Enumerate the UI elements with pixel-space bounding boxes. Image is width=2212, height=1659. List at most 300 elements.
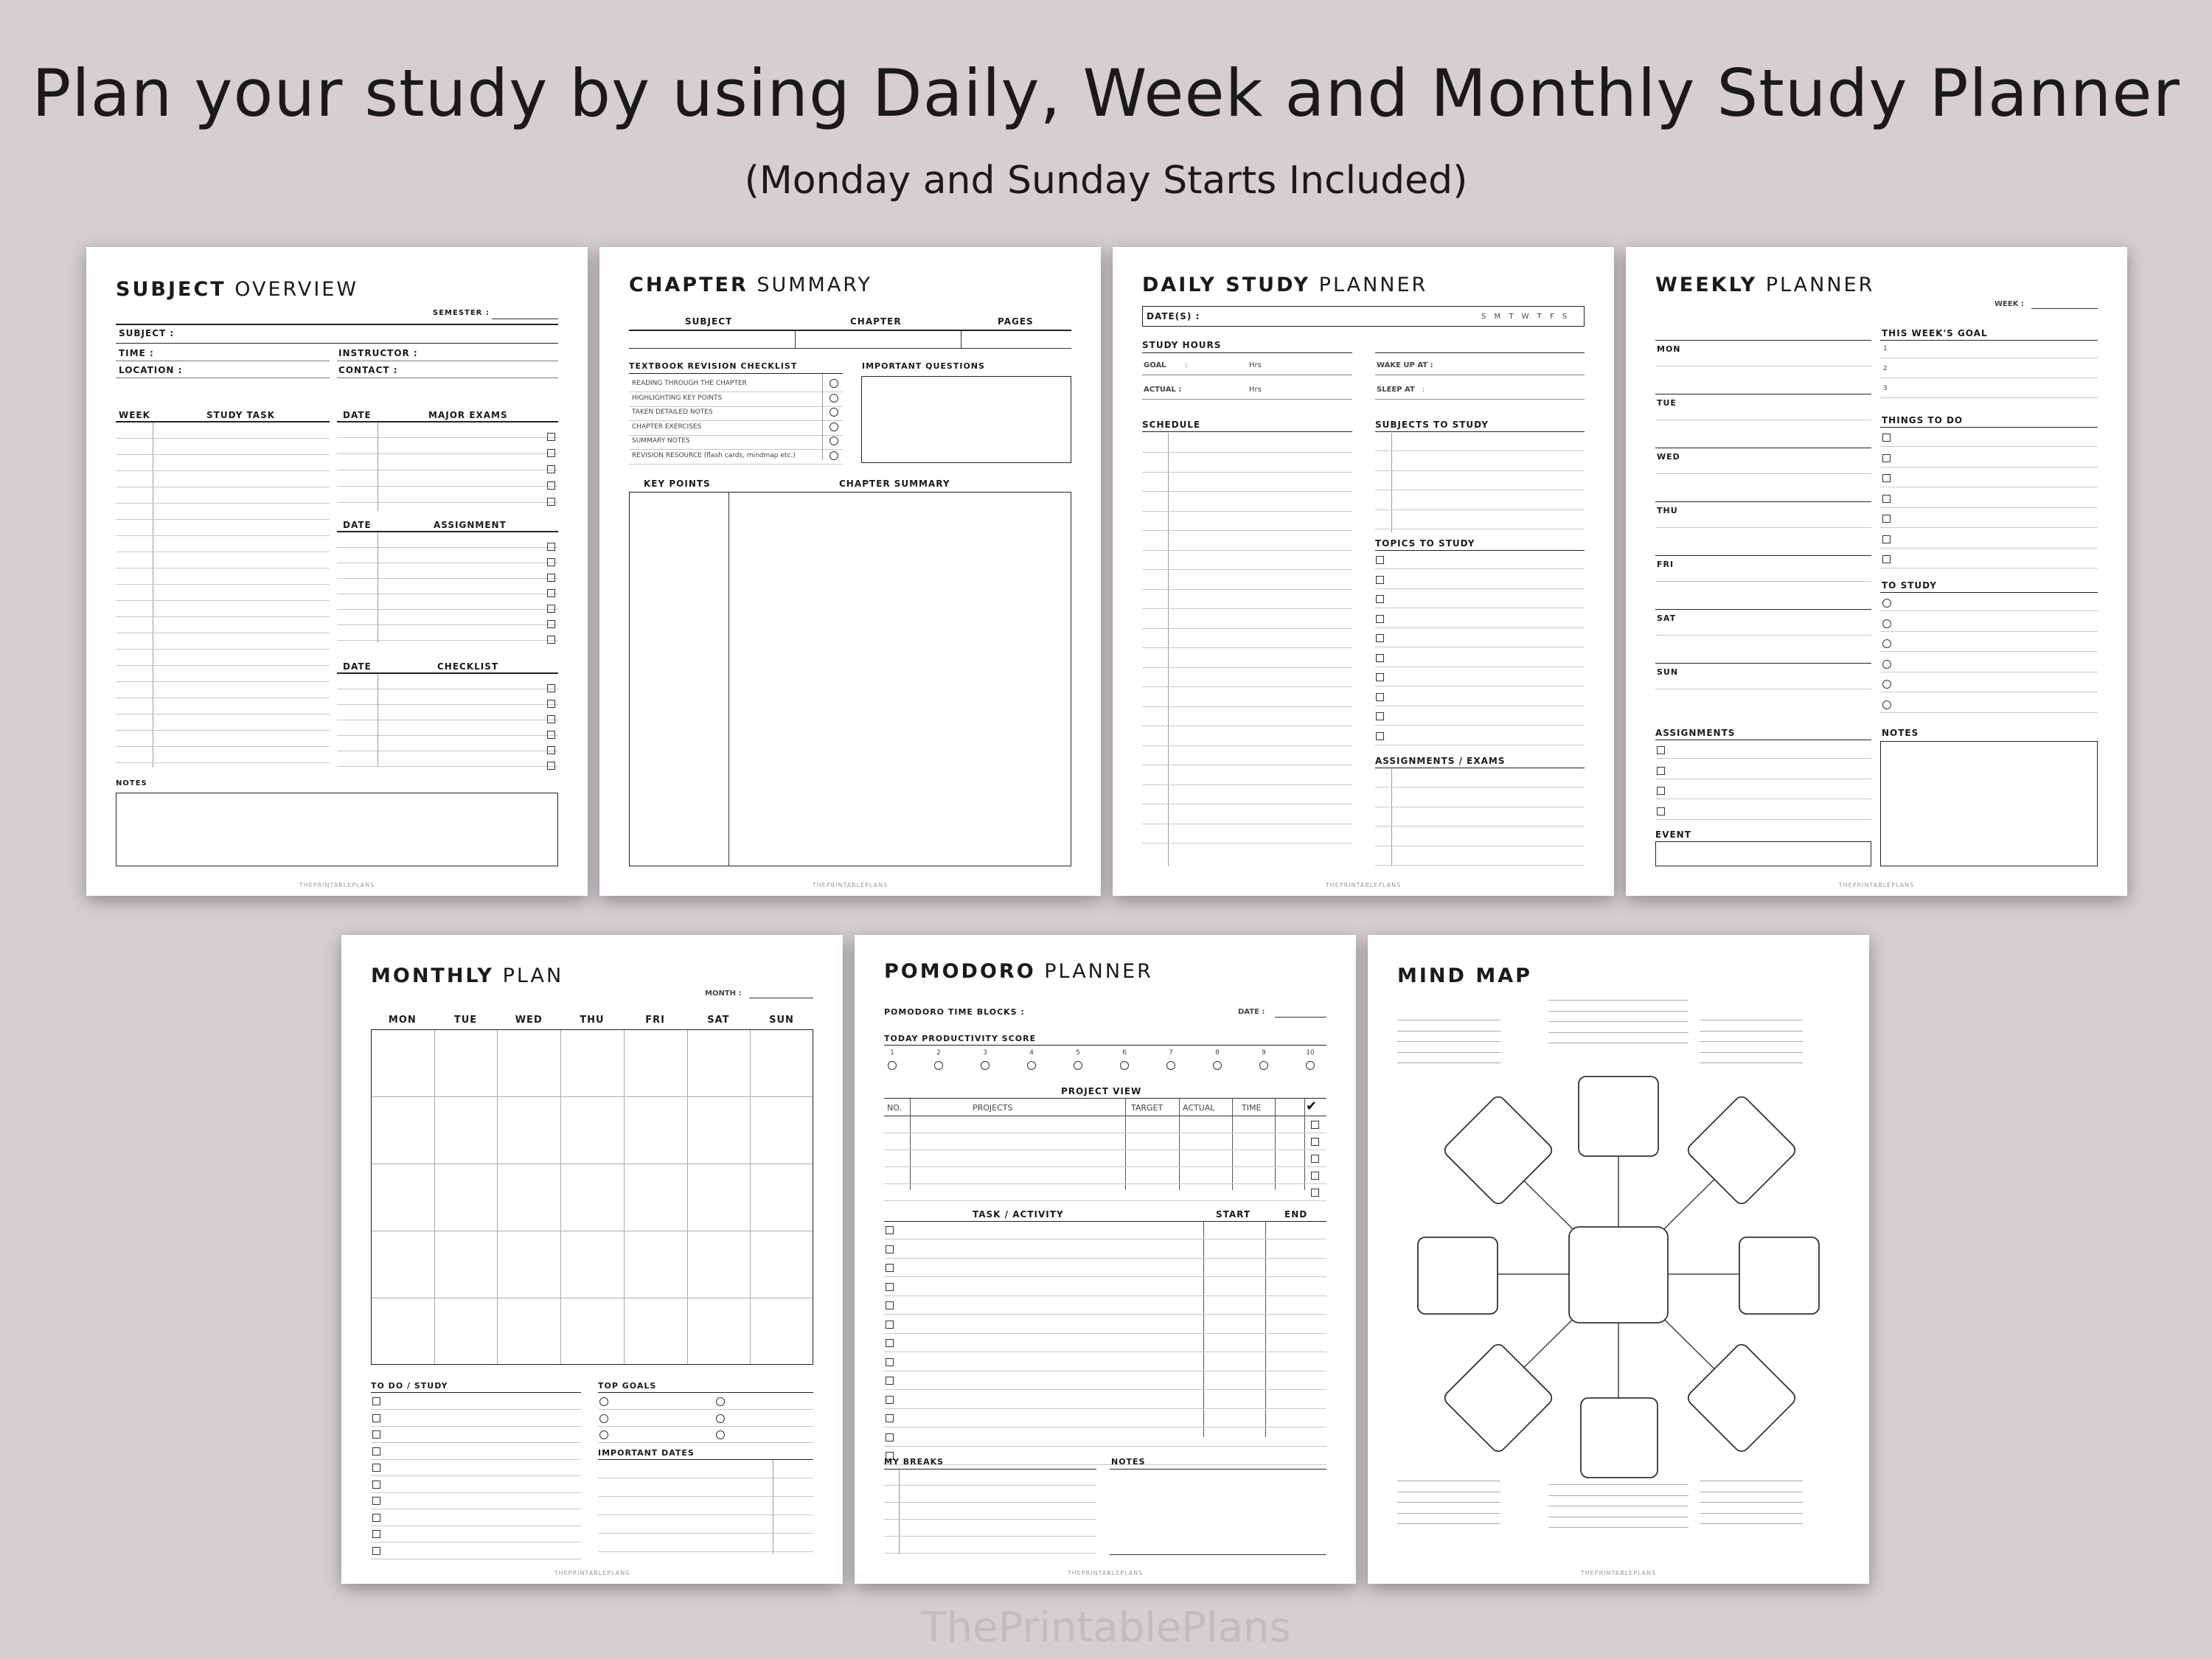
thing-checkbox[interactable] (1882, 454, 1891, 462)
project-no-col: NO. (887, 1103, 902, 1113)
task-row-line (116, 470, 330, 471)
day-top-line (1655, 501, 1871, 502)
weekly-planner-title: WEEKLY PLANNER (1655, 274, 1875, 296)
checklist-line (629, 464, 843, 465)
score-number: 2 (936, 1049, 941, 1057)
goal-number: 1 (1883, 345, 1888, 352)
task-checkbox[interactable] (886, 1377, 894, 1385)
notes-label: NOTES (1882, 728, 1919, 738)
exam-checkbox[interactable] (547, 433, 555, 441)
assignment-checkbox[interactable] (547, 574, 555, 582)
week-label: WEEK : (1994, 300, 2024, 308)
weekday-label-thu: THU (1657, 506, 1678, 515)
todo-checkbox[interactable] (372, 1514, 380, 1522)
mind-map-diagram (1368, 935, 1869, 1584)
page-footer: THEPRINTABLEPLANS (1838, 882, 1915, 888)
task-row-line (116, 746, 330, 747)
score-circle[interactable] (888, 1061, 897, 1070)
schedule-line (1142, 686, 1352, 687)
todo-line (371, 1426, 581, 1427)
score-number: 10 (1306, 1049, 1315, 1057)
assignment-line (1375, 865, 1585, 866)
checklist-row-line (337, 735, 558, 736)
day-mid-line (1655, 581, 1871, 582)
checklist-checkbox[interactable] (547, 684, 555, 692)
important-questions-box[interactable] (861, 376, 1071, 463)
day-mid-line (1655, 527, 1871, 528)
productivity-score-label: TODAY PRODUCTIVITY SCORE (884, 1034, 1037, 1043)
calendar-col-line (750, 1030, 751, 1364)
checklist-title: TEXTBOOK REVISION CHECKLIST (629, 361, 798, 371)
calendar-row-line (372, 1096, 813, 1097)
center-node (1569, 1227, 1668, 1323)
goal-circle[interactable] (599, 1414, 608, 1423)
schedule-line (1142, 511, 1352, 512)
todo-checkbox[interactable] (372, 1547, 380, 1555)
task-checkbox[interactable] (886, 1245, 894, 1253)
date-line (598, 1514, 813, 1515)
checklist-line (629, 449, 843, 450)
project-row-line (884, 1200, 1326, 1201)
assignment-checkbox[interactable] (547, 620, 555, 628)
assignment-checkbox[interactable] (547, 543, 555, 551)
assignment-checkbox[interactable] (547, 636, 555, 644)
time-label: TIME : (119, 348, 154, 358)
node-left (1418, 1237, 1498, 1314)
page-footer: THEPRINTABLEPLANS (1580, 1570, 1657, 1576)
node-bottom (1581, 1398, 1658, 1478)
topics-to-study-label: TOPICS TO STUDY (1375, 538, 1475, 549)
checklist-item: SUMMARY NOTES (632, 437, 690, 445)
project-row-line (884, 1166, 1326, 1167)
score-circle[interactable] (981, 1061, 990, 1070)
project-projects-col: PROJECTS (973, 1103, 1013, 1113)
score-number: 9 (1262, 1049, 1266, 1057)
day-top-line (1655, 663, 1871, 664)
task-row-line (116, 600, 330, 601)
break-line (884, 1536, 1096, 1537)
day-mid-line (1655, 473, 1871, 474)
notes-label: NOTES (1111, 1457, 1146, 1467)
todo-checkbox[interactable] (372, 1530, 380, 1538)
thing-checkbox[interactable] (1882, 515, 1891, 523)
schedule-line (1142, 569, 1352, 570)
goal-circle[interactable] (716, 1414, 725, 1423)
score-circle[interactable] (1027, 1061, 1036, 1070)
task-checkbox[interactable] (886, 1264, 894, 1272)
subject-label: SUBJECT : (119, 328, 175, 338)
monthly-plan-title: MONTHLY PLAN (371, 964, 564, 987)
contact-label: CONTACT : (338, 365, 398, 375)
goal-circle[interactable] (599, 1430, 608, 1439)
day-top-line (1655, 555, 1871, 556)
exam-row-line (337, 437, 558, 438)
pomodoro-title: POMODORO PLANNER (884, 960, 1153, 983)
score-circle[interactable] (934, 1061, 943, 1070)
task-checkbox[interactable] (886, 1396, 894, 1404)
actual-hrs: Hrs (1249, 386, 1262, 394)
date-line (598, 1551, 813, 1552)
this-weeks-goal-label: THIS WEEK'S GOAL (1882, 328, 1988, 338)
task-line (884, 1295, 1326, 1296)
weekday-label-wed: WED (1657, 452, 1680, 462)
thing-checkbox[interactable] (1882, 555, 1891, 563)
score-number: 1 (890, 1049, 894, 1057)
task-row-line (116, 681, 330, 682)
todo-line (371, 1409, 581, 1410)
monthly-plan-page (341, 935, 843, 1584)
task-line (884, 1464, 1326, 1465)
thing-line (1880, 507, 2098, 508)
task-checkbox[interactable] (886, 1283, 894, 1291)
project-checkbox[interactable] (1311, 1172, 1319, 1180)
goal-circle[interactable] (716, 1397, 725, 1406)
assignment-line (1375, 826, 1585, 827)
project-col-line (1125, 1099, 1126, 1190)
location-label: LOCATION : (119, 365, 183, 375)
topic-checkbox[interactable] (1376, 673, 1384, 681)
score-number: 6 (1122, 1049, 1127, 1057)
wake-up-label: WAKE UP AT : (1377, 361, 1433, 369)
event-label: EVENT (1655, 830, 1691, 840)
checklist-item: HIGHLIGHTING KEY POINTS (632, 394, 723, 402)
pages-col-label: PAGES (998, 316, 1034, 327)
schedule-line (1142, 472, 1352, 473)
weekday-label-fri: FRI (1657, 560, 1674, 569)
date-line (598, 1533, 813, 1534)
date-col-label-1: DATE (343, 410, 372, 420)
calendar-day-mon: MON (388, 1015, 417, 1026)
sleep-label: SLEEP AT (1377, 386, 1415, 394)
assignment-row-line (337, 640, 558, 641)
score-circle[interactable] (1259, 1061, 1268, 1070)
project-actual-col: ACTUAL (1183, 1103, 1215, 1113)
calendar-col-line (687, 1030, 688, 1364)
task-row-line (116, 503, 330, 504)
assignment-line (1655, 819, 1871, 820)
score-number: 4 (1029, 1049, 1034, 1057)
project-checkbox[interactable] (1311, 1121, 1319, 1129)
todo-checkbox[interactable] (372, 1464, 380, 1472)
project-view-label: PROJECT VIEW (1061, 1086, 1142, 1096)
topic-line (1375, 725, 1585, 726)
study-circle[interactable] (1882, 599, 1891, 608)
goal-line (598, 1442, 813, 1443)
checklist-item: CHAPTER EXERCISES (632, 422, 702, 431)
task-checkbox[interactable] (886, 1414, 894, 1422)
schedule-line (1142, 452, 1352, 453)
task-line (884, 1258, 1326, 1259)
chapter-summary-label: CHAPTER SUMMARY (839, 479, 950, 489)
weekday-letters: S M T W T F S (1481, 313, 1571, 321)
score-number: 5 (1076, 1049, 1080, 1057)
goal-label: GOAL (1144, 361, 1166, 369)
week-col-label: WEEK (119, 410, 150, 420)
break-line (884, 1519, 1096, 1520)
task-row-line (116, 584, 330, 585)
task-line (884, 1389, 1326, 1390)
checklist-row-line (337, 704, 558, 705)
assignments-exams-label: ASSIGNMENTS / EXAMS (1375, 756, 1506, 766)
weekly-planner-page (1626, 247, 2127, 896)
task-checkbox[interactable] (886, 1301, 894, 1310)
page-footer: THEPRINTABLEPLANS (1325, 882, 1402, 888)
checklist-line (629, 406, 843, 407)
topic-checkbox[interactable] (1376, 693, 1384, 701)
task-row-line (116, 762, 330, 763)
event-box[interactable] (1655, 841, 1871, 866)
semester-label: SEMESTER : (433, 309, 490, 317)
thing-line (1880, 527, 2098, 528)
checklist-item: REVISION RESOURCE (flash cards, mindmap etc.) (632, 451, 796, 459)
checklist-circle[interactable] (830, 379, 838, 388)
top-goals-label: TOP GOALS (598, 1381, 657, 1391)
mind-map-page (1368, 935, 1869, 1584)
schedule-line (1142, 491, 1352, 492)
to-study-label: TO STUDY (1882, 580, 1937, 591)
todo-checkbox[interactable] (372, 1397, 380, 1405)
todo-line (371, 1459, 581, 1460)
score-circle[interactable] (1166, 1061, 1175, 1070)
subject-line (1375, 509, 1585, 510)
node-top-right (1686, 1094, 1798, 1207)
thing-checkbox[interactable] (1882, 495, 1891, 503)
chapter-summary-page (599, 247, 1101, 896)
assignment-checkbox[interactable] (1657, 807, 1665, 815)
day-top-line (1655, 340, 1871, 341)
task-row-line (116, 454, 330, 455)
notes-label: NOTES (116, 779, 147, 787)
notes-box[interactable] (1880, 741, 2098, 866)
study-circle[interactable] (1882, 619, 1891, 628)
sleep-colon: : (1422, 386, 1425, 394)
checklist-circle[interactable] (830, 422, 838, 431)
project-col-line (1232, 1099, 1233, 1190)
goal-line (1880, 397, 2098, 398)
watermark: ThePrintablePlans (921, 1604, 1291, 1652)
goal-number: 2 (1883, 365, 1888, 372)
topic-checkbox[interactable] (1376, 556, 1384, 564)
goal-circle[interactable] (599, 1397, 608, 1406)
assignment-checkbox[interactable] (547, 605, 555, 613)
project-col-line (1179, 1099, 1180, 1190)
checklist-item: TAKEN DETAILED NOTES (632, 408, 713, 416)
exam-checkbox[interactable] (547, 498, 555, 506)
time-blocks-label: POMODORO TIME BLOCKS : (884, 1007, 1025, 1017)
study-circle[interactable] (1882, 639, 1891, 648)
assignment-checkbox[interactable] (547, 558, 555, 566)
score-circle[interactable] (1213, 1061, 1222, 1070)
calendar-day-wed: WED (515, 1015, 543, 1026)
calendar-grid[interactable] (371, 1029, 813, 1365)
goal-colon: : (1185, 361, 1188, 369)
checklist-checkbox[interactable] (547, 700, 555, 708)
assignment-line (1655, 758, 1871, 759)
score-number: 8 (1215, 1049, 1220, 1057)
assignment-checkbox[interactable] (1657, 787, 1665, 795)
break-line (884, 1502, 1096, 1503)
assignment-label: ASSIGNMENT (434, 520, 507, 530)
topic-line (1375, 588, 1585, 589)
todo-line (371, 1475, 581, 1476)
calendar-day-fri: FRI (645, 1015, 665, 1026)
dates-label: DATE(S) : (1147, 311, 1200, 321)
checklist-line (629, 435, 843, 436)
date-col-label-3: DATE (343, 661, 372, 672)
day-top-line (1655, 609, 1871, 610)
calendar-day-thu: THU (580, 1015, 605, 1026)
task-checkbox[interactable] (886, 1433, 894, 1441)
page-footer: THEPRINTABLEPLANS (299, 882, 375, 888)
node-bottom-right (1686, 1342, 1798, 1455)
page-subtitle: (Monday and Sunday Starts Included) (744, 159, 1468, 203)
todo-checkbox[interactable] (372, 1414, 380, 1422)
score-circle[interactable] (1074, 1061, 1082, 1070)
project-checkbox[interactable] (1311, 1155, 1319, 1163)
exam-checkbox[interactable] (547, 465, 555, 473)
schedule-line (1142, 647, 1352, 648)
topic-checkbox[interactable] (1376, 712, 1384, 720)
assignment-row-line (337, 547, 558, 548)
thing-line (1880, 446, 2098, 447)
study-task-col-label: STUDY TASK (206, 410, 276, 420)
important-dates-label: IMPORTANT DATES (598, 1448, 695, 1458)
checklist-checkbox[interactable] (547, 746, 555, 754)
study-circle[interactable] (1882, 700, 1891, 709)
study-line (1880, 651, 2098, 652)
node-right (1739, 1237, 1819, 1314)
schedule-line (1142, 667, 1352, 668)
date-label: DATE : (1238, 1008, 1265, 1016)
topic-checkbox[interactable] (1376, 732, 1384, 740)
todo-checkbox[interactable] (372, 1497, 380, 1505)
study-line (1880, 712, 2098, 713)
score-number: 3 (983, 1049, 987, 1057)
schedule-line (1142, 706, 1352, 707)
goal-circle[interactable] (716, 1430, 725, 1439)
task-row-line (116, 535, 330, 536)
calendar-col-line (434, 1030, 435, 1364)
topic-checkbox[interactable] (1376, 595, 1384, 603)
task-checkbox[interactable] (886, 1358, 894, 1366)
exam-row-line (337, 502, 558, 503)
assignments-label: ASSIGNMENTS (1655, 728, 1736, 738)
instructor-label: INSTRUCTOR : (338, 348, 418, 358)
task-line (884, 1333, 1326, 1334)
checklist-checkbox[interactable] (547, 715, 555, 723)
task-line (884, 1408, 1326, 1409)
date-line (598, 1496, 813, 1497)
todo-checkbox[interactable] (372, 1481, 380, 1489)
checklist-circle[interactable] (830, 394, 838, 403)
goal-number: 3 (1883, 385, 1888, 392)
study-circle[interactable] (1882, 680, 1891, 689)
study-circle[interactable] (1882, 660, 1891, 669)
weekday-label-tue: TUE (1657, 398, 1677, 408)
checklist-divider (822, 374, 823, 460)
exam-row-line (337, 453, 558, 454)
task-checkbox[interactable] (886, 1339, 894, 1347)
subject-overview-page (86, 247, 588, 896)
month-label: MONTH : (705, 990, 742, 998)
chapter-col-label: CHAPTER (850, 316, 902, 327)
topic-checkbox[interactable] (1376, 634, 1384, 642)
subjects-to-study-label: SUBJECTS TO STUDY (1375, 420, 1489, 430)
task-checkbox[interactable] (886, 1226, 894, 1234)
project-time-col: TIME (1242, 1103, 1262, 1113)
weekday-label-sat: SAT (1657, 613, 1677, 623)
exam-checkbox[interactable] (547, 481, 555, 490)
score-circle[interactable] (1120, 1061, 1129, 1070)
todo-line (371, 1542, 581, 1543)
page-footer: THEPRINTABLEPLANS (1067, 1570, 1144, 1576)
todo-checkbox[interactable] (372, 1430, 380, 1439)
schedule-line (1142, 745, 1352, 746)
calendar-day-sun: SUN (769, 1015, 794, 1026)
end-label: END (1284, 1209, 1308, 1220)
project-col-line (1304, 1099, 1305, 1190)
thing-checkbox[interactable] (1882, 535, 1891, 543)
important-questions-label: IMPORTANT QUESTIONS (862, 361, 985, 371)
score-circle[interactable] (1306, 1061, 1315, 1070)
study-line (1880, 631, 2098, 632)
mind-map-title: MIND MAP (1397, 964, 1532, 987)
thing-checkbox[interactable] (1882, 434, 1891, 442)
topic-line (1375, 627, 1585, 628)
notes-box[interactable] (116, 793, 558, 866)
task-checkbox[interactable] (886, 1321, 894, 1329)
thing-checkbox[interactable] (1882, 474, 1891, 482)
task-row-line (116, 649, 330, 650)
assignment-row-line (337, 578, 558, 579)
page-footer: THEPRINTABLEPLANS (812, 882, 888, 888)
task-line (884, 1314, 1326, 1315)
calendar-col-line (624, 1030, 625, 1364)
checklist-circle[interactable] (830, 451, 838, 460)
task-row-line (116, 616, 330, 617)
assignment-checkbox[interactable] (1657, 767, 1665, 775)
checklist-checkbox[interactable] (547, 731, 555, 739)
weekday-label-mon: MON (1657, 344, 1681, 354)
daily-planner-title: DAILY STUDY PLANNER (1142, 274, 1428, 296)
things-to-do-label: THINGS TO DO (1882, 415, 1964, 425)
exam-row-line (337, 486, 558, 487)
exam-checkbox[interactable] (547, 449, 555, 457)
topic-checkbox[interactable] (1376, 576, 1384, 584)
checklist-circle[interactable] (830, 408, 838, 417)
subject-col-label: SUBJECT (685, 316, 733, 327)
checklist-circle[interactable] (830, 437, 838, 445)
schedule-line (1142, 843, 1352, 844)
subject-overview-title: SUBJECT OVERVIEW (116, 278, 359, 301)
calendar-day-tue: TUE (453, 1015, 478, 1026)
todo-checkbox[interactable] (372, 1447, 380, 1455)
todo-line (371, 1442, 581, 1443)
summary-box[interactable] (629, 492, 1071, 866)
project-checkbox[interactable] (1311, 1138, 1319, 1146)
topic-checkbox[interactable] (1376, 654, 1384, 662)
assignment-checkbox[interactable] (1657, 746, 1665, 754)
topic-checkbox[interactable] (1376, 615, 1384, 623)
project-checkbox[interactable] (1311, 1189, 1319, 1197)
chapter-summary-title: CHAPTER SUMMARY (629, 274, 872, 296)
checklist-checkbox[interactable] (547, 762, 555, 770)
check-mark-icon: ✔ (1306, 1099, 1318, 1114)
task-row-line (116, 665, 330, 666)
project-col-line (1275, 1099, 1276, 1190)
assignment-checkbox[interactable] (547, 589, 555, 597)
pomodoro-planner-page (855, 935, 1356, 1584)
